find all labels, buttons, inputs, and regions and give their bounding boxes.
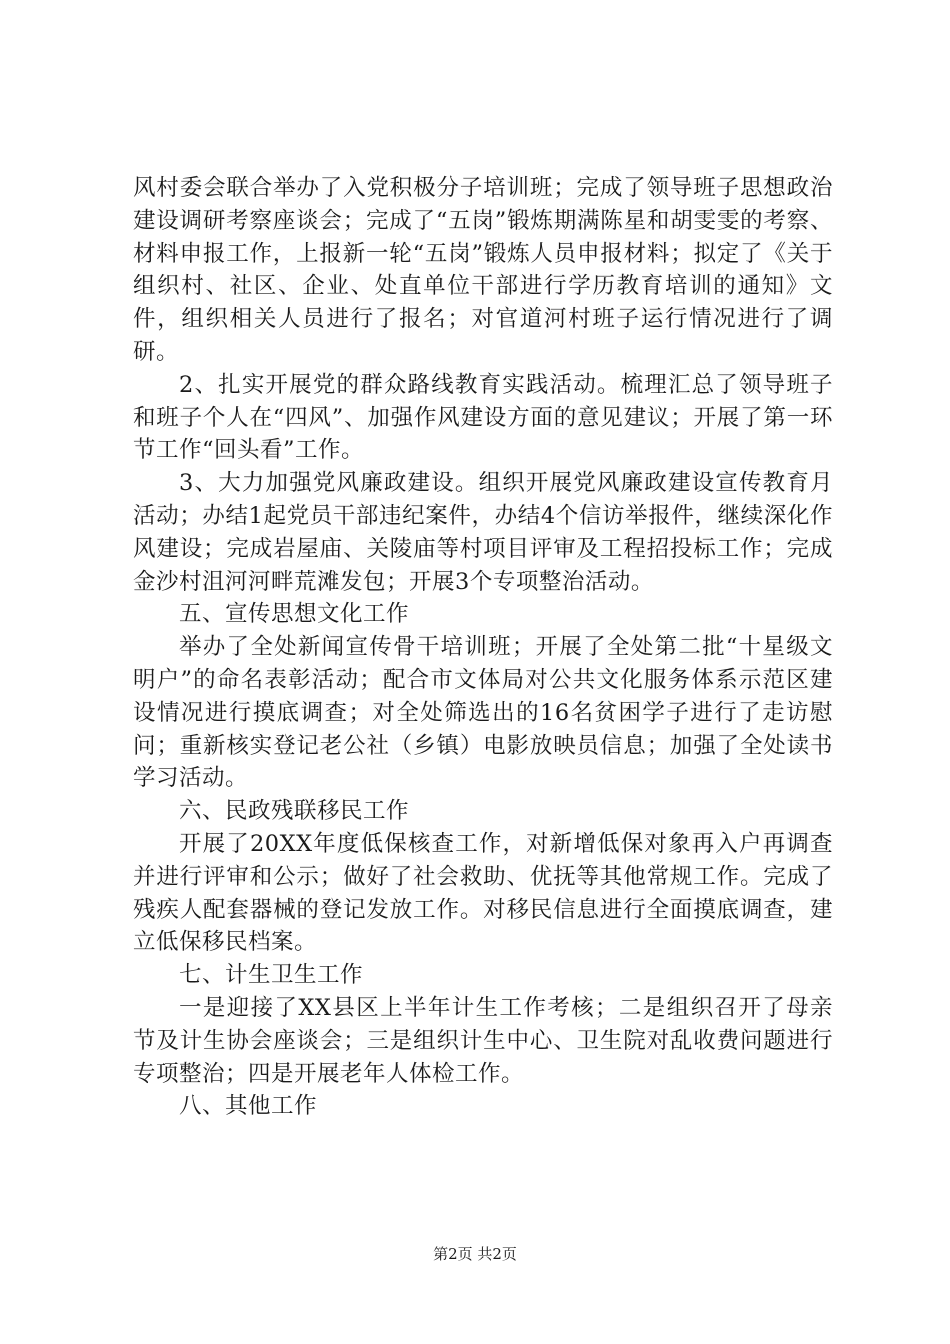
section-heading-family-planning-health: 七、计生卫生工作 — [179, 962, 364, 989]
paragraph-organization-continued: 风村委会联合举办了入党积极分子培训班；完成了领导班子思想政治建设调研考察座谈会；完成了“五岗”锻炼期满陈星和胡雯雯的考察、材料申报工作，上报新一轮“五岗”锻炼人员申报材料；拟定了《关于组织村、社区、企业、处直单位干部进行学历教育培训的通知》文件，组织相关人员进行了报名；对官道河村班子运行情况进行了调研。 — [133, 175, 833, 365]
section-heading-other-work: 八、其他工作 — [179, 1093, 318, 1120]
page-number-footer: 第2页 共2页 — [433, 1245, 517, 1263]
paragraph-mass-line-education: 2、扎实开展党的群众路线教育实践活动。梳理汇总了领导班子和班子个人在“四风”、加强作风建设方面的意见建议；开展了第一环节工作“回头看”工作。 — [133, 371, 833, 464]
section-heading-civil-affairs: 六、民政残联移民工作 — [179, 798, 410, 825]
section-heading-publicity-culture: 五、宣传思想文化工作 — [179, 601, 410, 628]
paragraph-clean-government: 3、大力加强党风廉政建设。组织开展党风廉政建设宣传教育月活动；办结1起党员干部违纪案件，办结4个信访举报件，继续深化作风建设；完成岩屋庙、关陵庙等村项目评审及工程招投标工作；完成金沙村沮河河畔荒滩发包；开展3个专项整治活动。 — [133, 470, 833, 595]
paragraph-publicity-culture: 举办了全处新闻宣传骨干培训班；开展了全处第二批“十星级文明户”的命名表彰活动；配合市文体局对公共文化服务体系示范区建设情况进行摸底调查；对全处筛选出的16名贫困学子进行了走访慰问；重新核实登记老公社（乡镇）电影放映员信息；加强了全处读书学习活动。 — [133, 634, 833, 792]
document-body — [133, 172, 833, 1123]
paragraph-civil-affairs: 开展了20XX年度低保核查工作，对新增低保对象再入户再调查并进行评审和公示；做好了社会救助、优抚等其他常规工作。完成了残疾人配套器械的登记发放工作。对移民信息进行全面摸底调查，建立低保移民档案。 — [133, 830, 833, 956]
paragraph-family-planning-health: 一是迎接了XX县区上半年计生工作考核；二是组织召开了母亲节及计生协会座谈会；三是组织计生中心、卫生院对乱收费问题进行专项整治；四是开展老年人体检工作。 — [133, 994, 833, 1087]
